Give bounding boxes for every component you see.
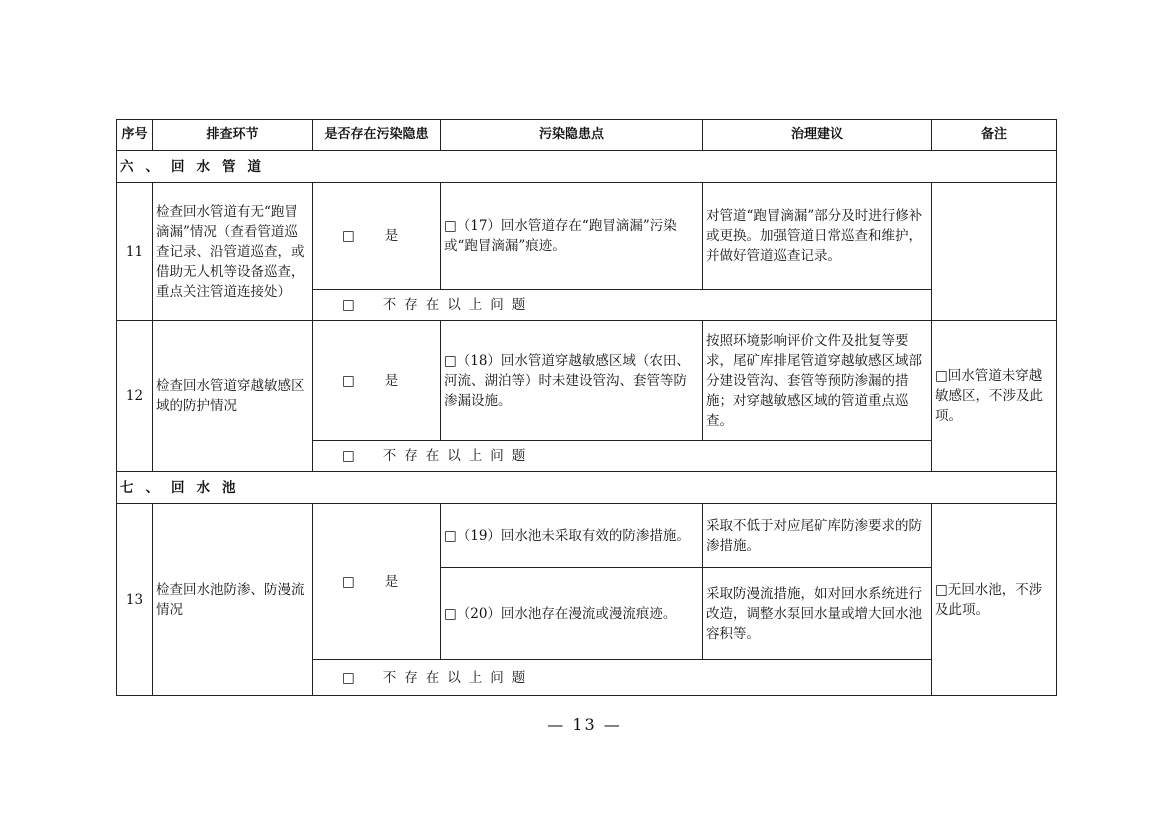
advice-text: 对管道“跑冒滴漏”部分及时进行修补或更换。加强管道日常巡查和维护，并做好管道巡查记录。 bbox=[703, 183, 932, 290]
no-issue-label: 不存在以上问题 bbox=[382, 669, 534, 686]
remark-text bbox=[932, 183, 1057, 321]
section-row bbox=[117, 472, 1057, 504]
yes-label: 是 bbox=[384, 573, 399, 590]
no-issue-option[interactable] bbox=[313, 441, 932, 472]
yes-option[interactable] bbox=[313, 321, 441, 441]
page-number: — 13 — bbox=[547, 715, 622, 734]
yes-option[interactable] bbox=[313, 183, 441, 290]
checkbox-icon[interactable]: □ bbox=[342, 228, 355, 244]
remark-text: □回水管道未穿越敏感区，不涉及此项。 bbox=[932, 321, 1057, 472]
checkbox-icon[interactable]: □ bbox=[342, 448, 355, 464]
yes-option[interactable] bbox=[313, 504, 441, 660]
yes-label: 是 bbox=[384, 372, 399, 389]
hazard-point-text: □（18）回水管道穿越敏感区域（农田、河流、湖泊等）时未建设管沟、套管等防渗漏设施。 bbox=[441, 321, 703, 441]
hazard-point-text: □（20）回水池存在漫流或漫流痕迹。 bbox=[441, 568, 703, 660]
advice-text: 按照环境影响评价文件及批复等要求，尾矿库排尾管道穿越敏感区域部分建设管沟、套管等预防渗漏的措施；对穿越敏感区域的管道重点巡查。 bbox=[703, 321, 932, 441]
yes-label: 是 bbox=[384, 228, 399, 244]
inspection-table bbox=[116, 119, 1057, 696]
section-title: 六、回水管道 bbox=[117, 151, 1057, 183]
table-header-row bbox=[117, 120, 1057, 151]
check-step-text: 检查回水管道有无“跑冒滴漏”情况（查看管道巡查记录、沿管道巡查，或借助无人机等设备巡查，重点关注管道连接处） bbox=[153, 183, 313, 321]
header-advice: 治理建议 bbox=[703, 120, 932, 151]
hazard-point-text: □（17）回水管道存在“跑冒滴漏”污染或“跑冒滴漏”痕迹。 bbox=[441, 183, 703, 290]
advice-text: 采取防漫流措施，如对回水系统进行改造，调整水泵回水量或增大回水池容积等。 bbox=[703, 568, 932, 660]
hazard-point-text: □（19）回水池未采取有效的防渗措施。 bbox=[441, 504, 703, 568]
table-row bbox=[117, 183, 1057, 290]
header-index: 序号 bbox=[117, 120, 153, 151]
no-issue-label: 不存在以上问题 bbox=[382, 448, 534, 464]
section-row bbox=[117, 151, 1057, 183]
row-index: 13 bbox=[117, 504, 153, 696]
no-issue-option[interactable] bbox=[313, 660, 932, 696]
row-index: 11 bbox=[117, 183, 153, 321]
checkbox-icon[interactable]: □ bbox=[342, 669, 355, 686]
checkbox-icon[interactable]: □ bbox=[342, 297, 355, 313]
no-issue-label: 不存在以上问题 bbox=[382, 297, 534, 313]
table-row bbox=[117, 504, 1057, 568]
header-remark: 备注 bbox=[932, 120, 1057, 151]
header-has-hazard: 是否存在污染隐患 bbox=[313, 120, 441, 151]
checkbox-icon[interactable]: □ bbox=[342, 372, 355, 389]
check-step-text: 检查回水管道穿越敏感区域的防护情况 bbox=[153, 321, 313, 472]
header-hazard-point: 污染隐患点 bbox=[441, 120, 703, 151]
table-row bbox=[117, 321, 1057, 441]
checkbox-icon[interactable]: □ bbox=[342, 573, 355, 590]
header-check-step: 排查环节 bbox=[153, 120, 313, 151]
advice-text: 采取不低于对应尾矿库防渗要求的防渗措施。 bbox=[703, 504, 932, 568]
row-index: 12 bbox=[117, 321, 153, 472]
check-step-text: 检查回水池防渗、防漫流情况 bbox=[153, 504, 313, 696]
no-issue-option[interactable] bbox=[313, 290, 932, 321]
remark-text: □无回水池，不涉及此项。 bbox=[932, 504, 1057, 696]
section-title: 七、回水池 bbox=[117, 472, 1057, 504]
